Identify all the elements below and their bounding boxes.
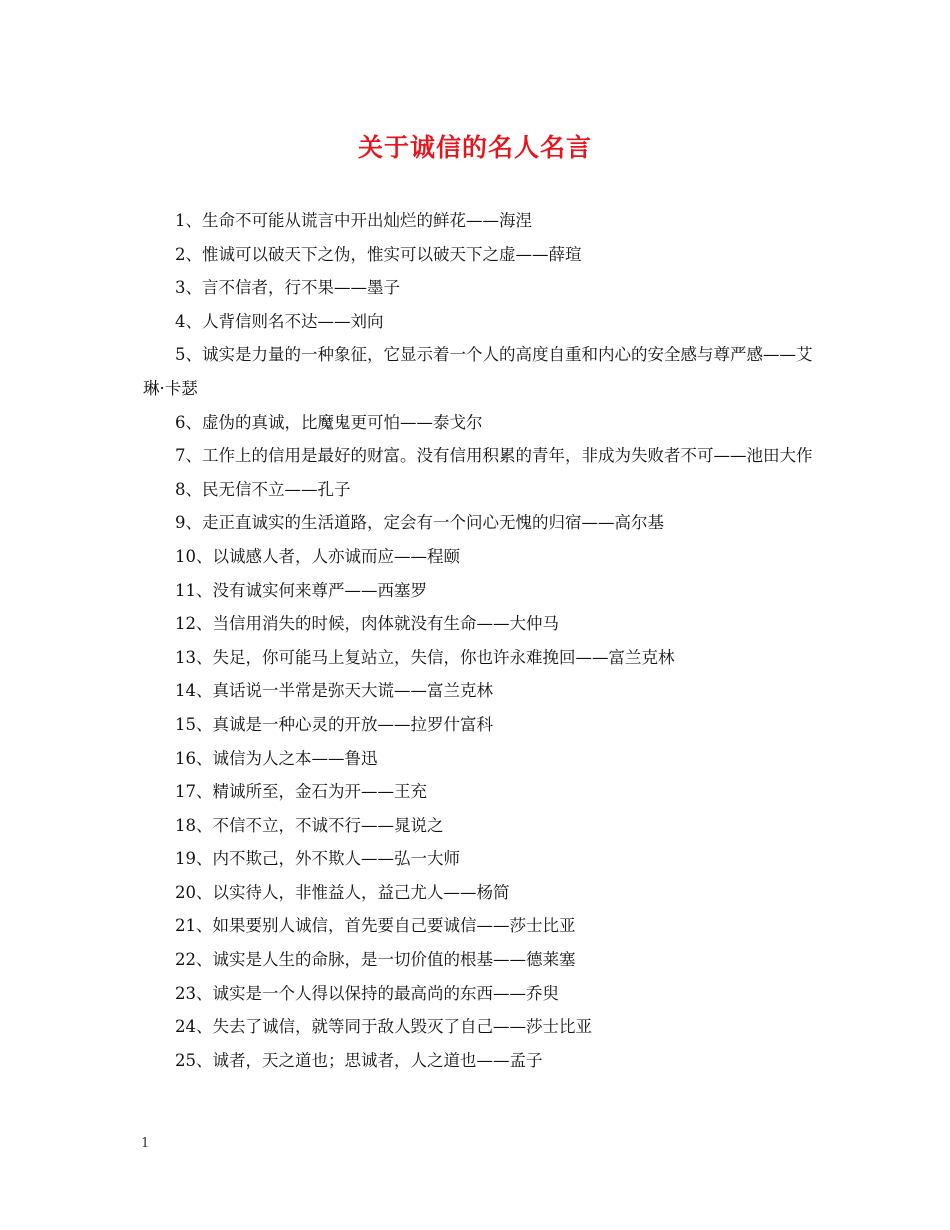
quote-item: 15、真诚是一种心灵的开放——拉罗什富科	[175, 714, 493, 734]
quote-item: 9、走正直诚实的生活道路，定会有一个问心无愧的归宿——高尔基	[175, 513, 664, 533]
quote-item: 1、生命不可能从谎言中开出灿烂的鲜花——海涅	[175, 211, 532, 230]
quote-item: 6、虚伪的真诚，比魔鬼更可怕——泰戈尔	[175, 412, 483, 432]
quote-item: 21、如果要别人诚信，首先要自己要诚信——莎士比亚	[175, 916, 576, 936]
quote-item: 8、民无信不立——孔子	[175, 479, 351, 499]
quote-item: 14、真话说一半常是弥天大谎——富兰克林	[175, 681, 493, 701]
quote-item: 24、失去了诚信，就等同于敌人毁灭了自己——莎士比亚	[175, 1017, 592, 1037]
quote-item: 13、失足，你可能马上复站立，失信，你也许永难挽回——富兰克林	[175, 647, 675, 667]
quote-item: 4、人背信则名不达——刘向	[175, 311, 384, 331]
quote-item: 19、内不欺己，外不欺人——弘一大师	[175, 849, 460, 869]
quote-item: 2、惟诚可以破天下之伪，惟实可以破天下之虚——薛瑄	[175, 244, 582, 264]
quote-item: 10、以诚感人者，人亦诚而应——程颐	[175, 546, 460, 566]
quote-item: 3、言不信者，行不果——墨子	[175, 278, 400, 298]
page-number: 1	[141, 1136, 150, 1151]
quote-item: 25、诚者，天之道也；思诚者，人之道也——孟子	[175, 1050, 543, 1070]
quote-item: 23、诚实是一个人得以保持的最高尚的东西——乔臾	[175, 983, 559, 1003]
quote-item: 7、工作上的信用是最好的财富。没有信用积累的青年，非成为失败者不可——池田大作	[175, 446, 813, 466]
quote-item: 22、诚实是人生的命脉，是一切价值的根基——德莱塞	[175, 950, 576, 970]
quote-list	[143, 204, 813, 1077]
quote-item: 20、以实待人，非惟益人，益己尤人——杨简	[175, 882, 510, 902]
quote-item: 5、诚实是力量的一种象征，它显示着一个人的高度自重和内心的安全感与尊严感——艾琳·卡瑟	[143, 345, 813, 398]
quote-item: 16、诚信为人之本——鲁迅	[175, 748, 378, 768]
quote-item: 12、当信用消失的时候，肉体就没有生命——大仲马	[175, 614, 559, 634]
quote-item: 11、没有诚实何来尊严——西塞罗	[175, 580, 427, 600]
quote-item: 17、精诚所至，金石为开——王充	[175, 782, 427, 802]
page-title: 关于诚信的名人名言	[357, 133, 592, 162]
quote-item: 18、不信不立，不诚不行——晁说之	[175, 815, 444, 835]
